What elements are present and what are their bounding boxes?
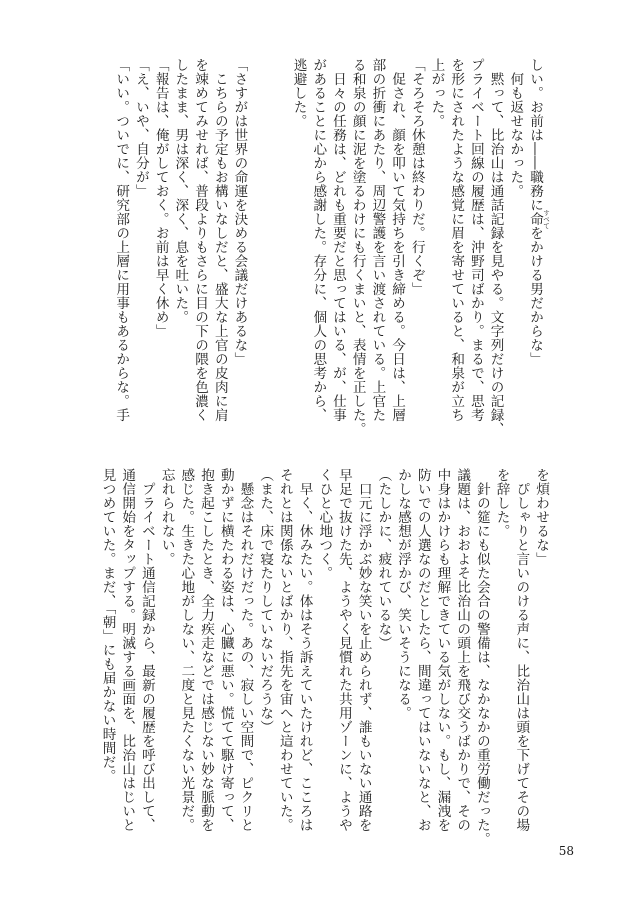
text-line: 中身はかけらも理解できている気がしない。もし、漏洩を — [434, 468, 451, 832]
text-line — [229, 58, 249, 428]
text-line — [426, 58, 446, 428]
text-segment: 日々の任務は、どれも重要だと思ってはいる、が、仕事 — [329, 58, 346, 422]
text-segment: 部の折衝にあたり、周辺警護を言い渡されている。上官た — [369, 58, 386, 422]
text-segment: を竦めてみせれば、普段よりもさらに目の下の隈を色濃く — [192, 58, 209, 422]
text-line — [465, 58, 485, 428]
text-segment: 「さすがは世界の命運を決める会議だけあるな」 — [231, 58, 248, 366]
lower-text-block — [97, 468, 550, 846]
text-line: 感じた。生きた心地がしない、二度と見たくない光景だ。 — [178, 468, 195, 832]
text-segment: 「報告は、俺がしておく。お前は早く休め」 — [152, 58, 169, 338]
text-line: 防いでの人選なのだとしたら、間違ってはいないなと、お — [414, 468, 431, 832]
text-line — [347, 58, 367, 436]
upper-text-block — [111, 58, 550, 436]
text-line: かしな感想が浮かび、笑いそうになる。 — [395, 468, 412, 720]
text-segment: こちらの予定もお構いなしだと、盛大な上官の皮肉に肩 — [211, 58, 228, 422]
text-segment: があることに心から感謝した。存分に、個人の思考から、 — [310, 58, 327, 422]
text-line — [367, 58, 387, 428]
text-segment: 逃避した。 — [290, 58, 307, 128]
text-line: 早足で抜けた先、ようやく見慣れた共用ゾーンに、ようや — [335, 468, 352, 832]
text-line — [268, 58, 288, 428]
text-segment: プライベート回線の履歴は、沖野司ばかり。まるで、思考 — [467, 58, 484, 422]
text-line: 見つめていた。まだ、「朝」にも届かない時間だ。 — [99, 468, 116, 784]
text-segment: しい。お前は――職務に — [527, 58, 543, 212]
page-number: 58 — [558, 844, 574, 858]
text-line: プライベート通信記録から、最新の履歴を呼び出して、 — [138, 468, 155, 832]
text-line: 懸念はそれだけだった。あの、寂しい空間で、ピクリと — [237, 468, 254, 832]
text-line — [111, 58, 131, 428]
text-segment — [271, 58, 287, 72]
text-line: 議題は、おおよそ比治山の頭上を飛び交うばかりで、その — [454, 468, 471, 832]
text-segment: 黙って、比治山は通話記録を見やる。文字列だけの記録、 — [487, 58, 504, 436]
text-segment: 「いい。ついでに、研究部の上層に用事もあるからな。手 — [113, 58, 130, 422]
text-line — [485, 58, 505, 436]
text-segment: 何も返せなかった。 — [507, 58, 524, 198]
text-line: ぴしゃりと言いのける声に、比治山は頭を下げてその場 — [513, 468, 530, 832]
text-line — [209, 58, 229, 428]
text-line — [308, 58, 328, 428]
text-line — [327, 58, 347, 428]
text-line: 早く、休みたい。体はそう訴えていたけれど、こころは — [296, 468, 313, 832]
text-line — [386, 58, 406, 428]
text-line: （また、床で寝たりしていないだろうな） — [257, 468, 274, 734]
text-line — [406, 58, 426, 428]
text-segment: をかける男だからな」 — [527, 226, 543, 366]
text-line: を辞した。 — [493, 468, 510, 538]
text-line: 動かずに横たわる姿は、心臓に悪い。慌てて駆け寄って、 — [217, 468, 234, 832]
text-line: くひと心地つく。 — [316, 468, 333, 580]
text-segment: したまま、男は深く、深く、息を吐いた。 — [172, 58, 189, 324]
text-line — [130, 58, 150, 428]
text-line — [170, 58, 190, 428]
ruby-text: すべて — [542, 209, 550, 229]
text-segment: 促され、顔を叩いて気持ちを引き締める。今日は、上層 — [389, 58, 406, 422]
ruby-base: 命 — [527, 209, 543, 229]
text-line: それとは関係ないとばかり、指先を宙へと這わせていた。 — [276, 468, 293, 832]
text-segment: 上がった。 — [428, 58, 445, 128]
text-line: （たしかに、疲れているな） — [375, 468, 392, 650]
text-line — [524, 58, 550, 428]
text-line: 忘れられない。 — [158, 468, 175, 566]
text-line: を煩わせるな」 — [533, 468, 549, 566]
text-line — [248, 58, 268, 428]
text-segment: る和泉の顔に泥を塗るわけにも行くまいと、表情を正した。 — [349, 58, 366, 436]
text-line: 口元に浮かぶ妙な笑いを止められず、誰もいない通路を — [355, 468, 372, 832]
text-line — [150, 58, 170, 428]
text-line: 通信開始をタップする。明滅する画面を、比治山はじいと — [119, 468, 136, 832]
text-line — [288, 58, 308, 428]
text-line — [505, 58, 525, 428]
text-line — [445, 58, 465, 428]
text-line: 針の筵にも似た会合の警備は、なかなかの重労働だった。 — [473, 468, 490, 846]
text-line — [189, 58, 209, 428]
text-segment — [251, 58, 267, 72]
ruby-annotation — [527, 209, 550, 229]
text-segment: を形にされたような感覚に眉を寄せていると、和泉が立ち — [448, 58, 465, 422]
text-segment: 「そろそろ休憩は終わりだ。行くぞ」 — [408, 58, 425, 296]
text-segment: 「え、いや、自分が」 — [132, 58, 149, 198]
text-line: 抱き起こしたとき、全力疾走などでは感じない妙な脈動を — [198, 468, 215, 832]
